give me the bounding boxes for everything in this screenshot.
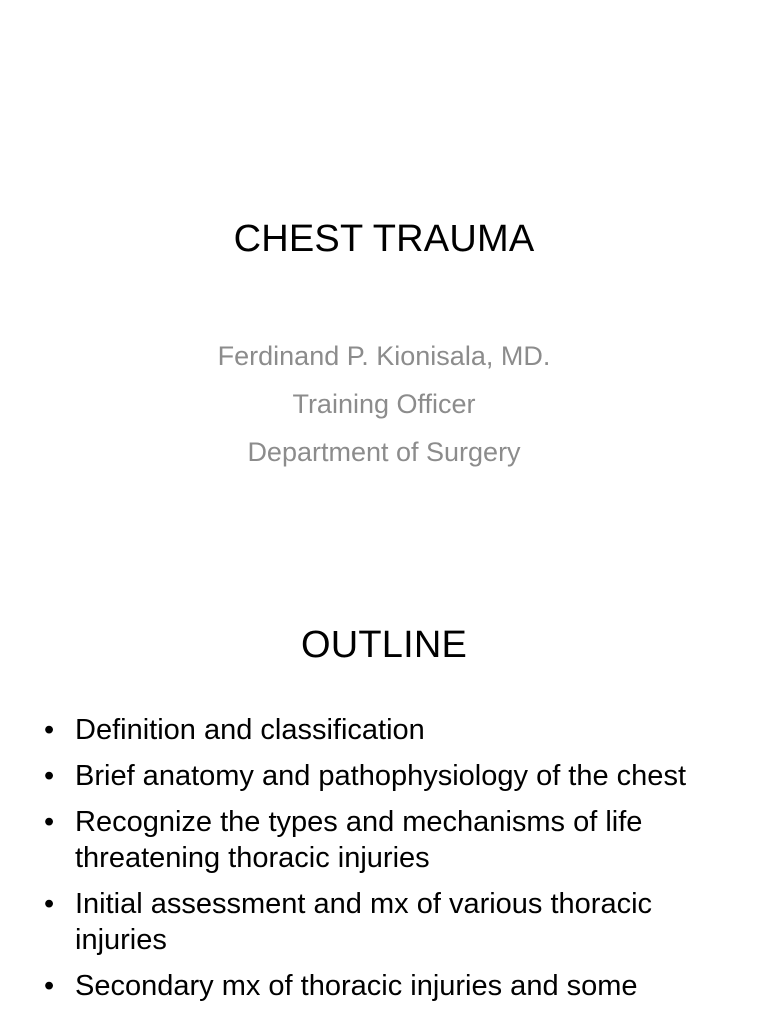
page-title: CHEST TRAUMA	[233, 218, 535, 260]
outline-list	[0, 712, 768, 1014]
bullet-icon: •	[44, 806, 55, 838]
bullet-icon: •	[44, 714, 55, 746]
bullet-icon: •	[44, 970, 55, 1002]
list-item-text: Secondary mx of thoracic injuries and some	[75, 970, 638, 1002]
list-item-text: Definition and classification	[75, 714, 425, 746]
list-item-text: Brief anatomy and pathophysiology of the chest	[75, 760, 686, 792]
list-item-text: Initial assessment and mx of various thoracic injuries	[75, 888, 653, 956]
list-item	[0, 712, 768, 748]
list-item	[0, 804, 768, 876]
subtitle-block	[0, 336, 768, 480]
author-name: Ferdinand P. Kionisala, MD.	[217, 341, 551, 371]
outline-title: OUTLINE	[300, 624, 468, 666]
author-department: Department of Surgery	[247, 437, 521, 467]
list-item	[0, 758, 768, 794]
bullet-icon: •	[44, 888, 55, 920]
bullet-icon: •	[44, 760, 55, 792]
author-role: Training Officer	[292, 389, 476, 419]
slide-outline	[0, 576, 768, 1024]
list-item-text: Recognize the types and mechanisms of life threatening thoracic injuries	[75, 806, 643, 874]
list-item	[0, 886, 768, 958]
list-item	[0, 968, 768, 1004]
